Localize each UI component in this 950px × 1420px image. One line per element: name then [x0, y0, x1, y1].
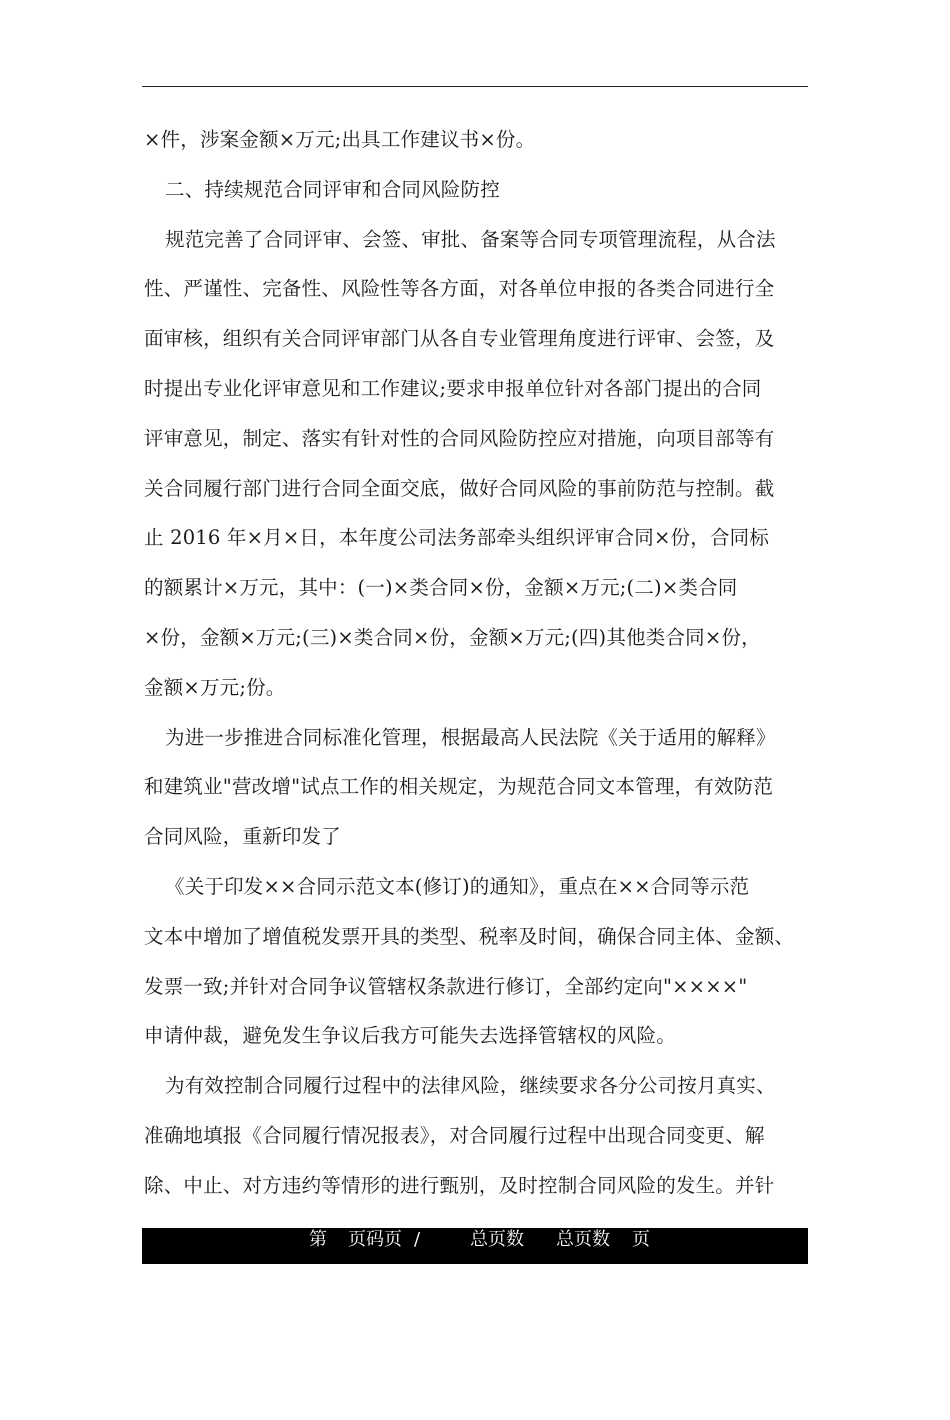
text-line: 的额累计×万元，其中：(一)×类合同×份，金额×万元;(二)×类合同 — [144, 576, 738, 600]
footer-ye: 页 — [632, 1229, 650, 1250]
footer-page-label: 页码页 — [348, 1229, 402, 1250]
text-line: 除、中止、对方违约等情形的进行甄别，及时控制合同风险的发生。并针 — [144, 1173, 775, 1197]
text-line: 为有效控制合同履行过程中的法律风险，继续要求各分公司按月真实、 — [165, 1074, 776, 1098]
section-heading: 二、持续规范合同评审和合同风险防控 — [165, 177, 500, 201]
text-line: 合同风险，重新印发了 — [144, 825, 342, 849]
text-line: 申请仲裁，避免发生争议后我方可能失去选择管辖权的风险。 — [144, 1024, 676, 1048]
text-line: 止 2016 年×月×日，本年度公司法务部牵头组织评审合同×份，合同标 — [144, 526, 770, 550]
text-line: 评审意见，制定、落实有针对性的合同风险防控应对措施，向项目部等有 — [144, 426, 775, 450]
text-line: 发票一致;并针对合同争议管辖权条款进行修订，全部约定向"××××" — [144, 974, 748, 998]
text-line: 准确地填报《合同履行情况报表》，对合同履行过程中出现合同变更、解 — [144, 1123, 765, 1147]
text-line: 性、严谨性、完备性、风险性等各方面，对各单位申报的各类合同进行全 — [144, 277, 775, 301]
page-footer — [142, 1228, 808, 1264]
footer-total-pages-2: 总页数 — [556, 1229, 610, 1250]
text-line: 文本中增加了增值税发票开具的类型、税率及时间，确保合同主体、金额、 — [144, 924, 795, 948]
footer-slash: / — [414, 1229, 421, 1250]
text-line: 面审核，组织有关合同评审部门从各自专业管理角度进行评审、会签，及 — [144, 327, 775, 351]
text-line: 时提出专业化评审意见和工作建议;要求申报单位针对各部门提出的合同 — [144, 376, 762, 400]
footer-total-pages-1: 总页数 — [470, 1229, 524, 1250]
text-line: 为进一步推进合同标准化管理，根据最高人民法院《关于适用的解释》 — [165, 725, 776, 749]
footer-text — [142, 1228, 808, 1252]
text-line: 规范完善了合同评审、会签、审批、备案等合同专项管理流程，从合法 — [165, 227, 776, 251]
text-line: ×份，金额×万元;(三)×类合同×份，金额×万元;(四)其他类合同×份， — [144, 625, 761, 649]
text-line: 《关于印发××合同示范文本(修订)的通知》，重点在××合同等示范 — [165, 874, 750, 898]
text-line: 和建筑业"营改增"试点工作的相关规定，为规范合同文本管理，有效防范 — [144, 775, 774, 799]
header-rule — [142, 86, 808, 87]
text-line: 金额×万元;份。 — [144, 675, 286, 699]
text-line: ×件，涉案金额×万元;出具工作建议书×份。 — [144, 128, 536, 151]
document-body — [144, 115, 808, 1211]
footer-di: 第 — [309, 1229, 327, 1250]
text-line: 关合同履行部门进行合同全面交底，做好合同风险的事前防范与控制。截 — [144, 476, 775, 500]
